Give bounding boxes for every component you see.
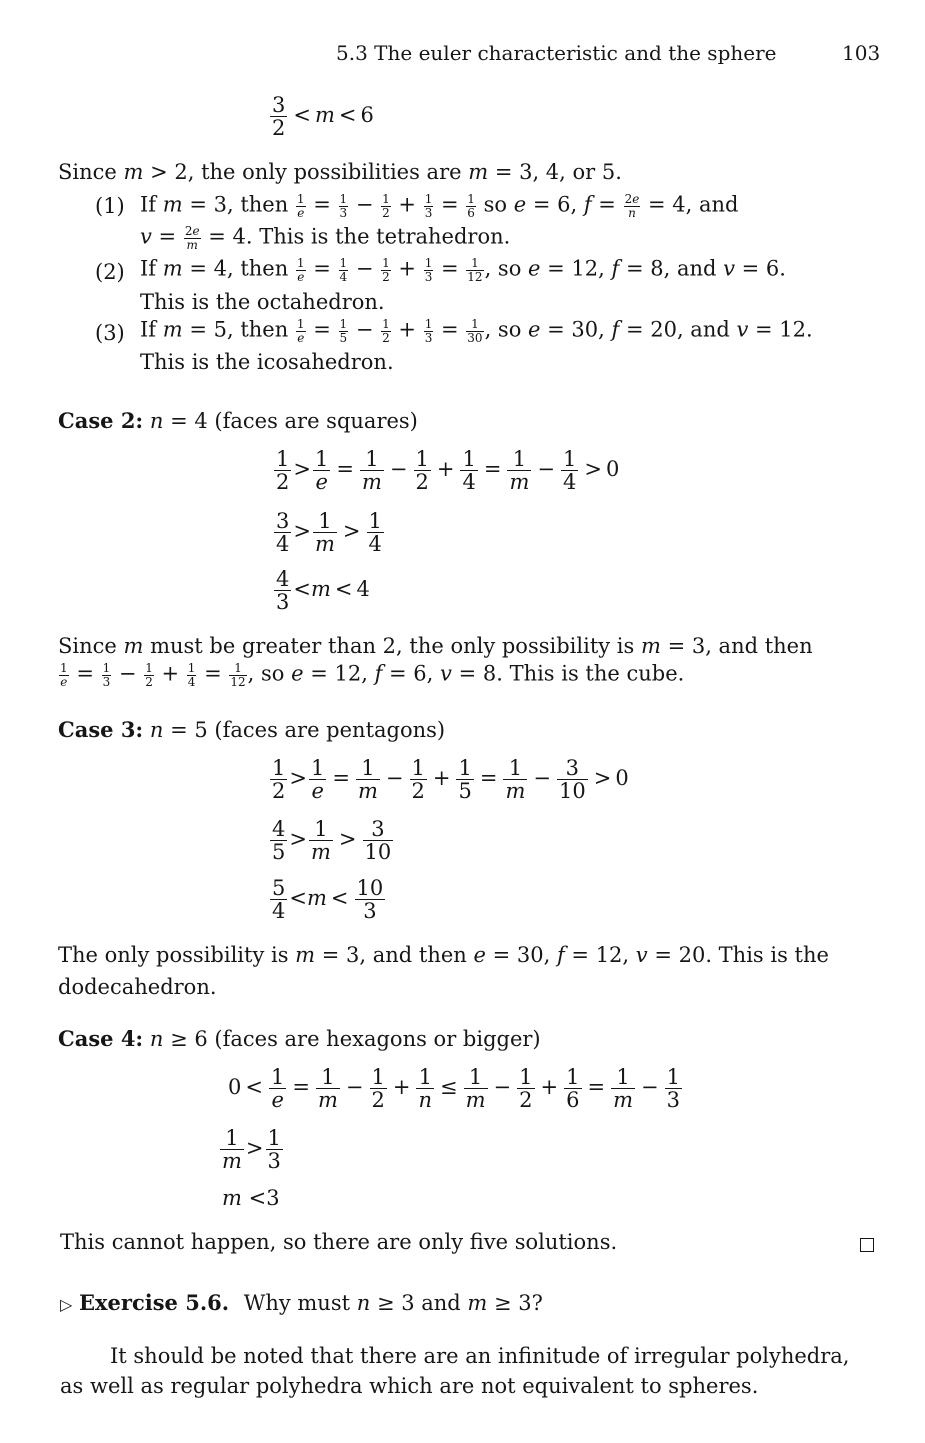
equation-case2-row3: $\frac{4}{3}$ <m < 4: [276, 567, 370, 615]
equation-case2-row2: $\frac{3}{4}$ > $\frac{1}{m}$ > $\frac{1}{4}$: [276, 509, 382, 557]
equation-case3-row1: $\frac{1}{2}$ > $\frac{1}{e}$ = $\frac{1}{m}$ − $\frac{1}{2}$ + $\frac{1}{5}$ = $\frac{1}{m}$ − $\frac{3}{10}$ > 0: [272, 756, 629, 804]
exercise-5-6: ▷ Exercise 5.6. Why must n ≥ 3 and m ≥ 3?: [60, 1290, 543, 1315]
case-2-conclusion-line1: Since m must be greater than 2, the only possibility is m = 3, and then: [58, 634, 813, 658]
case-3-conclusion-line1: The only possibility is m = 3, and then e = 30, f = 12, v = 20. This is the: [58, 943, 829, 967]
list-item-label: (2): [95, 260, 125, 284]
list-item-1-line1: If m = 3, then $\frac{1}{e}$ = $\frac{1}{3}$ − $\frac{1}{2}$ + $\frac{1}{3}$ = $\frac{1}{6}$ so e = 6, f = $\frac{2e}{n}$ = 4, and: [140, 192, 739, 220]
qed-square-icon: [860, 1235, 874, 1256]
since-m-possibilities: Since m > 2, the only possibilities are m = 3, 4, or 5.: [58, 160, 622, 184]
equation-case4-row1: 0 < $\frac{1}{e}$ = $\frac{1}{m}$ − $\frac{1}{2}$ + $\frac{1}{n}$ ≤ $\frac{1}{m}$ − $\frac{1}{2}$ + $\frac{1}{6}$ = $\frac{1}{m}$ − $\frac{1}{3}$: [228, 1065, 681, 1113]
case-heading-bold: Case 3:: [58, 717, 144, 742]
equation-case2-row1: $\frac{1}{2}$ > $\frac{1}{e}$ = $\frac{1}{m}$ − $\frac{1}{2}$ + $\frac{1}{4}$ = $\frac{1}{m}$ − $\frac{1}{4}$ > 0: [276, 447, 620, 495]
list-item-1-line2: v = $\frac{2e}{m}$ = 4. This is the tetrahedron.: [140, 224, 511, 252]
case-heading-bold: Case 2:: [58, 408, 144, 433]
case-3-conclusion-line2: dodecahedron.: [58, 975, 217, 999]
closing-paragraph-line2: as well as regular polyhedra which are not equivalent to spheres.: [60, 1374, 759, 1398]
exercise-label: Exercise 5.6.: [79, 1290, 230, 1315]
case-heading-bold: Case 4:: [58, 1026, 144, 1051]
running-header-title: 5.3 The euler characteristic and the sphere: [336, 41, 777, 65]
case-3-heading: Case 3: n = 5 (faces are pentagons): [58, 717, 446, 742]
case-2-conclusion-line2: $\frac{1}{e}$ = $\frac{1}{3}$ − $\frac{1}{2}$ + $\frac{1}{4}$ = $\frac{1}{12}$ , so e = 12, f = 6, v = 8. This is the cube.: [60, 661, 685, 689]
closing-paragraph-line1: It should be noted that there are an infinitude of irregular polyhedra,: [110, 1344, 850, 1368]
list-item-3-line1: If m = 5, then $\frac{1}{e}$ = $\frac{1}{5}$ − $\frac{1}{2}$ + $\frac{1}{3}$ = $\frac{1}{30}$ , so e = 30, f = 20, and v = 12.: [140, 317, 813, 345]
case-2-heading: Case 2: n = 4 (faces are squares): [58, 408, 418, 433]
equation-case3-row2: $\frac{4}{5}$ > $\frac{1}{m}$ > $\frac{3}{10}$: [272, 817, 392, 865]
list-item-2-line2: This is the octahedron.: [140, 290, 385, 314]
case-4-conclusion: This cannot happen, so there are only five solutions.: [60, 1230, 618, 1254]
list-item-label: (1): [95, 194, 125, 218]
equation-m-bounds-case1: $\frac{3}{2}$ < m < 6: [272, 93, 374, 141]
equation-case4-row2: $\frac{1}{m}$ > $\frac{1}{3}$: [222, 1126, 281, 1174]
triangle-right-icon: ▷: [60, 1295, 73, 1314]
list-item-label: (3): [95, 321, 125, 345]
page-number: 103: [842, 41, 881, 65]
equation-case3-row3: $\frac{5}{4}$ <m < $\frac{10}{3}$: [272, 876, 384, 924]
list-item-3-line2: This is the icosahedron.: [140, 350, 394, 374]
case-4-heading: Case 4: n ≥ 6 (faces are hexagons or bigger): [58, 1026, 541, 1051]
equation-case4-row3: m <3: [222, 1186, 280, 1210]
list-item-2-line1: If m = 4, then $\frac{1}{e}$ = $\frac{1}{4}$ − $\frac{1}{2}$ + $\frac{1}{3}$ = $\frac{1}{12}$ , so e = 12, f = 8, and v = 6.: [140, 256, 786, 284]
